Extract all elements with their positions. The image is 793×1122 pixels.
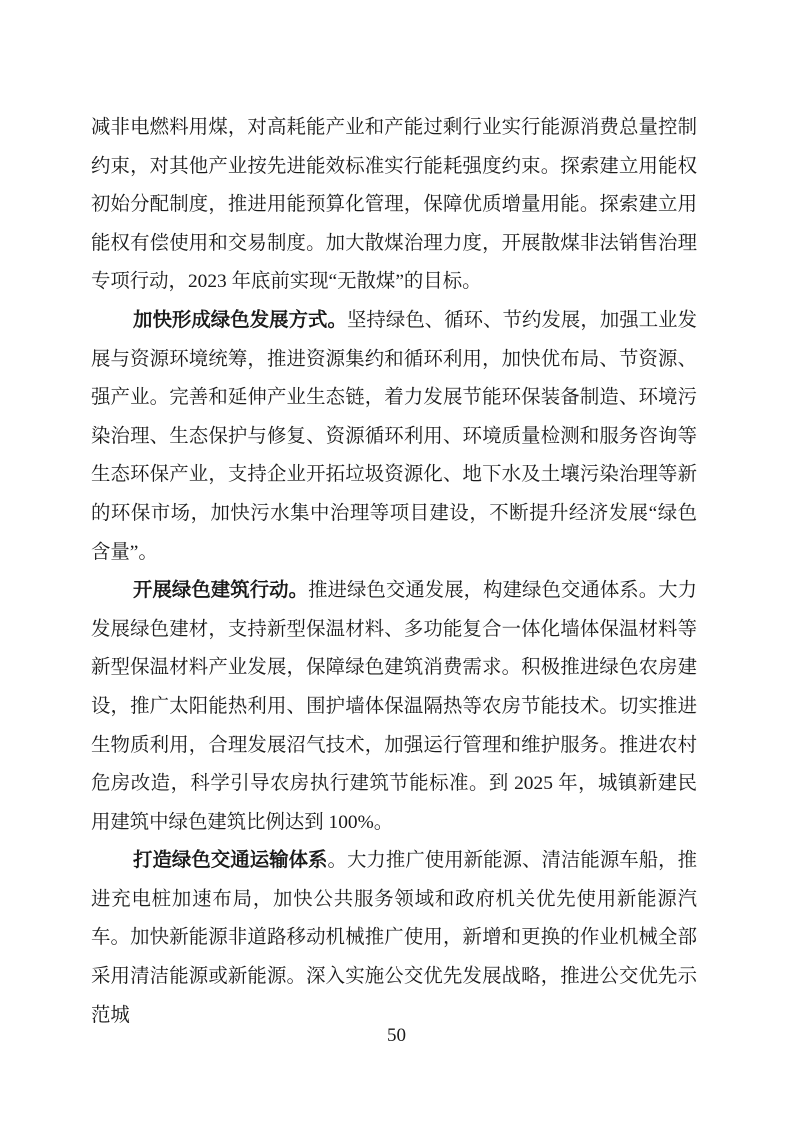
paragraph-text: 坚持绿色、循环、节约发展，加强工业发展与资源环境统筹，推进资源集约和循环利用，加快优布局、节资源、强产业。完善和延伸产业生态链，着力发展节能环保装备制造、环境污染治理、生态保护与修复、资源循环利用、环境质量检测和服务咨询等生态环保产业，支持企业开拓垃圾资源化、地下水及土壤污染治理等新的环保市场，加快污水集中治理等项目建设，不断提升经济发展“绿色含量”。 <box>91 309 698 563</box>
paragraph-coal-control <box>91 109 697 302</box>
paragraph-text: 。大力推广使用新能源、清洁能源车船，推进充电桩加速布局，加快公共服务领域和政府机关优先使用新能源汽车。加快新能源非道路移动机械推广使用，新增和更换的作业机械全部采用清洁能源或新能源。深入实施公交优先发展战略，推进公交优先示范城 <box>91 850 698 1026</box>
paragraph-green-transport <box>91 842 697 1035</box>
paragraph-lead-bold: 打造绿色交通运输体系 <box>133 850 328 872</box>
paragraph-text: 推进绿色交通发展，构建绿色交通体系。大力发展绿色建材，支持新型保温材料、多功能复合一体化墙体保温材料等新型保温材料产业发展，保障绿色建筑消费需求。积极推进绿色农房建设，推广太阳能热利用、围护墙体保温隔热等农房节能技术。切实推进生物质利用，合理发展沼气技术，加强运行管理和维护服务。推进农村危房改造，科学引导农房执行建筑节能标准。到 2025 年，城镇新建民用建筑中绿色建筑比例达到 100%。 <box>91 580 698 833</box>
page-content <box>91 109 697 1035</box>
paragraph-lead-bold: 开展绿色建筑行动。 <box>133 580 309 602</box>
page-footer <box>0 1025 793 1047</box>
page-number: 50 <box>387 1025 406 1046</box>
paragraph-text: 减非电燃料用煤，对高耗能产业和产能过剩行业实行能源消费总量控制约束，对其他产业按先进能效标准实行能耗强度约束。探索建立用能权初始分配制度，推进用能预算化管理，保障优质增量用能。探索建立用能权有偿使用和交易制度。加大散煤治理力度，开展散煤非法销售治理专项行动，2023 年底前实现“无散煤”的目标。 <box>91 117 697 293</box>
paragraph-green-development <box>91 302 697 572</box>
paragraph-lead-bold: 加快形成绿色发展方式。 <box>133 309 347 331</box>
paragraph-green-building <box>91 572 697 842</box>
